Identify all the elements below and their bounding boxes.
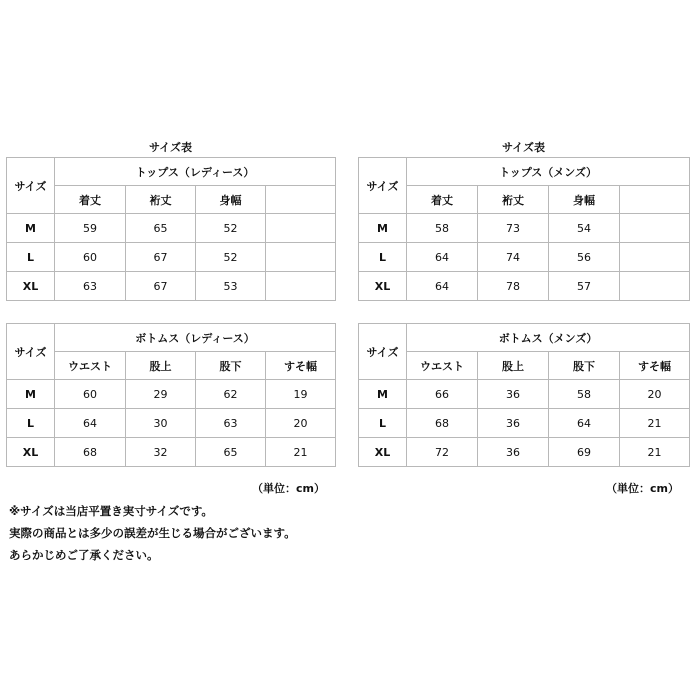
value-cell: 58 bbox=[549, 380, 620, 409]
column-header: すそ幅 bbox=[266, 352, 336, 380]
size-cell: L bbox=[359, 409, 407, 438]
size-header-cell: サイズ bbox=[359, 324, 407, 380]
table-row bbox=[7, 380, 336, 409]
table-row bbox=[359, 243, 690, 272]
size-cell: XL bbox=[359, 438, 407, 467]
column-header bbox=[266, 186, 336, 214]
column-header: すそ幅 bbox=[620, 352, 690, 380]
size-cell: L bbox=[7, 243, 55, 272]
column-header: 着丈 bbox=[55, 186, 126, 214]
value-cell: 36 bbox=[478, 380, 549, 409]
value-cell: 21 bbox=[620, 409, 690, 438]
value-cell: 68 bbox=[55, 438, 126, 467]
size-notes bbox=[9, 500, 296, 566]
value-cell bbox=[620, 272, 690, 301]
value-cell: 21 bbox=[266, 438, 336, 467]
value-cell: 57 bbox=[549, 272, 620, 301]
value-cell: 21 bbox=[620, 438, 690, 467]
value-cell: 36 bbox=[478, 438, 549, 467]
size-chart-caption-right: サイズ表 bbox=[501, 141, 546, 154]
unit-label-left: （単位：cm） bbox=[252, 482, 325, 495]
column-header: ウエスト bbox=[407, 352, 478, 380]
table-row bbox=[7, 438, 336, 467]
table-title: トップス（レディース） bbox=[55, 158, 336, 186]
column-header: 裄丈 bbox=[126, 186, 196, 214]
column-header: 股上 bbox=[126, 352, 196, 380]
value-cell: 66 bbox=[407, 380, 478, 409]
table-row bbox=[359, 214, 690, 243]
value-cell: 65 bbox=[196, 438, 266, 467]
column-header: 身幅 bbox=[549, 186, 620, 214]
value-cell: 29 bbox=[126, 380, 196, 409]
value-cell: 56 bbox=[549, 243, 620, 272]
size-header-cell: サイズ bbox=[7, 158, 55, 214]
size-cell: XL bbox=[7, 272, 55, 301]
value-cell: 63 bbox=[55, 272, 126, 301]
note-line: 実際の商品とは多少の誤差が生じる場合がございます。 bbox=[9, 526, 296, 540]
table-row bbox=[7, 272, 336, 301]
table-row bbox=[7, 214, 336, 243]
value-cell: 74 bbox=[478, 243, 549, 272]
size-cell: M bbox=[7, 214, 55, 243]
value-cell: 64 bbox=[407, 243, 478, 272]
value-cell: 72 bbox=[407, 438, 478, 467]
value-cell: 69 bbox=[549, 438, 620, 467]
table-row bbox=[359, 409, 690, 438]
value-cell: 58 bbox=[407, 214, 478, 243]
size-cell: M bbox=[359, 380, 407, 409]
table-row bbox=[359, 272, 690, 301]
tops-mens-table bbox=[358, 157, 690, 301]
value-cell: 67 bbox=[126, 272, 196, 301]
size-cell: M bbox=[359, 214, 407, 243]
value-cell: 60 bbox=[55, 243, 126, 272]
bottoms-ladies-table bbox=[6, 323, 336, 467]
size-chart-caption-left: サイズ表 bbox=[148, 141, 193, 154]
column-header: 股下 bbox=[549, 352, 620, 380]
value-cell: 52 bbox=[196, 243, 266, 272]
column-header: 身幅 bbox=[196, 186, 266, 214]
bottoms-mens-table bbox=[358, 323, 690, 467]
table-row bbox=[7, 409, 336, 438]
column-header: 裄丈 bbox=[478, 186, 549, 214]
size-cell: XL bbox=[7, 438, 55, 467]
value-cell: 62 bbox=[196, 380, 266, 409]
value-cell bbox=[266, 272, 336, 301]
size-cell: L bbox=[359, 243, 407, 272]
value-cell: 64 bbox=[549, 409, 620, 438]
value-cell: 64 bbox=[407, 272, 478, 301]
value-cell: 36 bbox=[478, 409, 549, 438]
table-title: ボトムス（レディース） bbox=[55, 324, 336, 352]
value-cell: 53 bbox=[196, 272, 266, 301]
value-cell bbox=[266, 243, 336, 272]
value-cell bbox=[620, 214, 690, 243]
value-cell: 68 bbox=[407, 409, 478, 438]
column-header: 股下 bbox=[196, 352, 266, 380]
table-row bbox=[359, 438, 690, 467]
value-cell bbox=[620, 243, 690, 272]
value-cell: 30 bbox=[126, 409, 196, 438]
value-cell: 60 bbox=[55, 380, 126, 409]
unit-label-right: （単位：cm） bbox=[606, 482, 679, 495]
table-title: ボトムス（メンズ） bbox=[407, 324, 690, 352]
value-cell: 63 bbox=[196, 409, 266, 438]
column-header: 股上 bbox=[478, 352, 549, 380]
size-cell: M bbox=[7, 380, 55, 409]
table-row bbox=[359, 380, 690, 409]
value-cell: 67 bbox=[126, 243, 196, 272]
value-cell: 65 bbox=[126, 214, 196, 243]
value-cell: 64 bbox=[55, 409, 126, 438]
value-cell: 19 bbox=[266, 380, 336, 409]
size-header-cell: サイズ bbox=[359, 158, 407, 214]
size-cell: L bbox=[7, 409, 55, 438]
size-cell: XL bbox=[359, 272, 407, 301]
tops-ladies-table bbox=[6, 157, 336, 301]
size-header-cell: サイズ bbox=[7, 324, 55, 380]
value-cell: 20 bbox=[620, 380, 690, 409]
note-line: ※サイズは当店平置き実寸サイズです。 bbox=[9, 504, 213, 518]
value-cell bbox=[266, 214, 336, 243]
value-cell: 52 bbox=[196, 214, 266, 243]
value-cell: 54 bbox=[549, 214, 620, 243]
note-line: あらかじめご了承ください。 bbox=[9, 548, 159, 562]
value-cell: 73 bbox=[478, 214, 549, 243]
value-cell: 20 bbox=[266, 409, 336, 438]
column-header bbox=[620, 186, 690, 214]
column-header: 着丈 bbox=[407, 186, 478, 214]
value-cell: 32 bbox=[126, 438, 196, 467]
value-cell: 59 bbox=[55, 214, 126, 243]
value-cell: 78 bbox=[478, 272, 549, 301]
column-header: ウエスト bbox=[55, 352, 126, 380]
table-row bbox=[7, 243, 336, 272]
table-title: トップス（メンズ） bbox=[407, 158, 690, 186]
